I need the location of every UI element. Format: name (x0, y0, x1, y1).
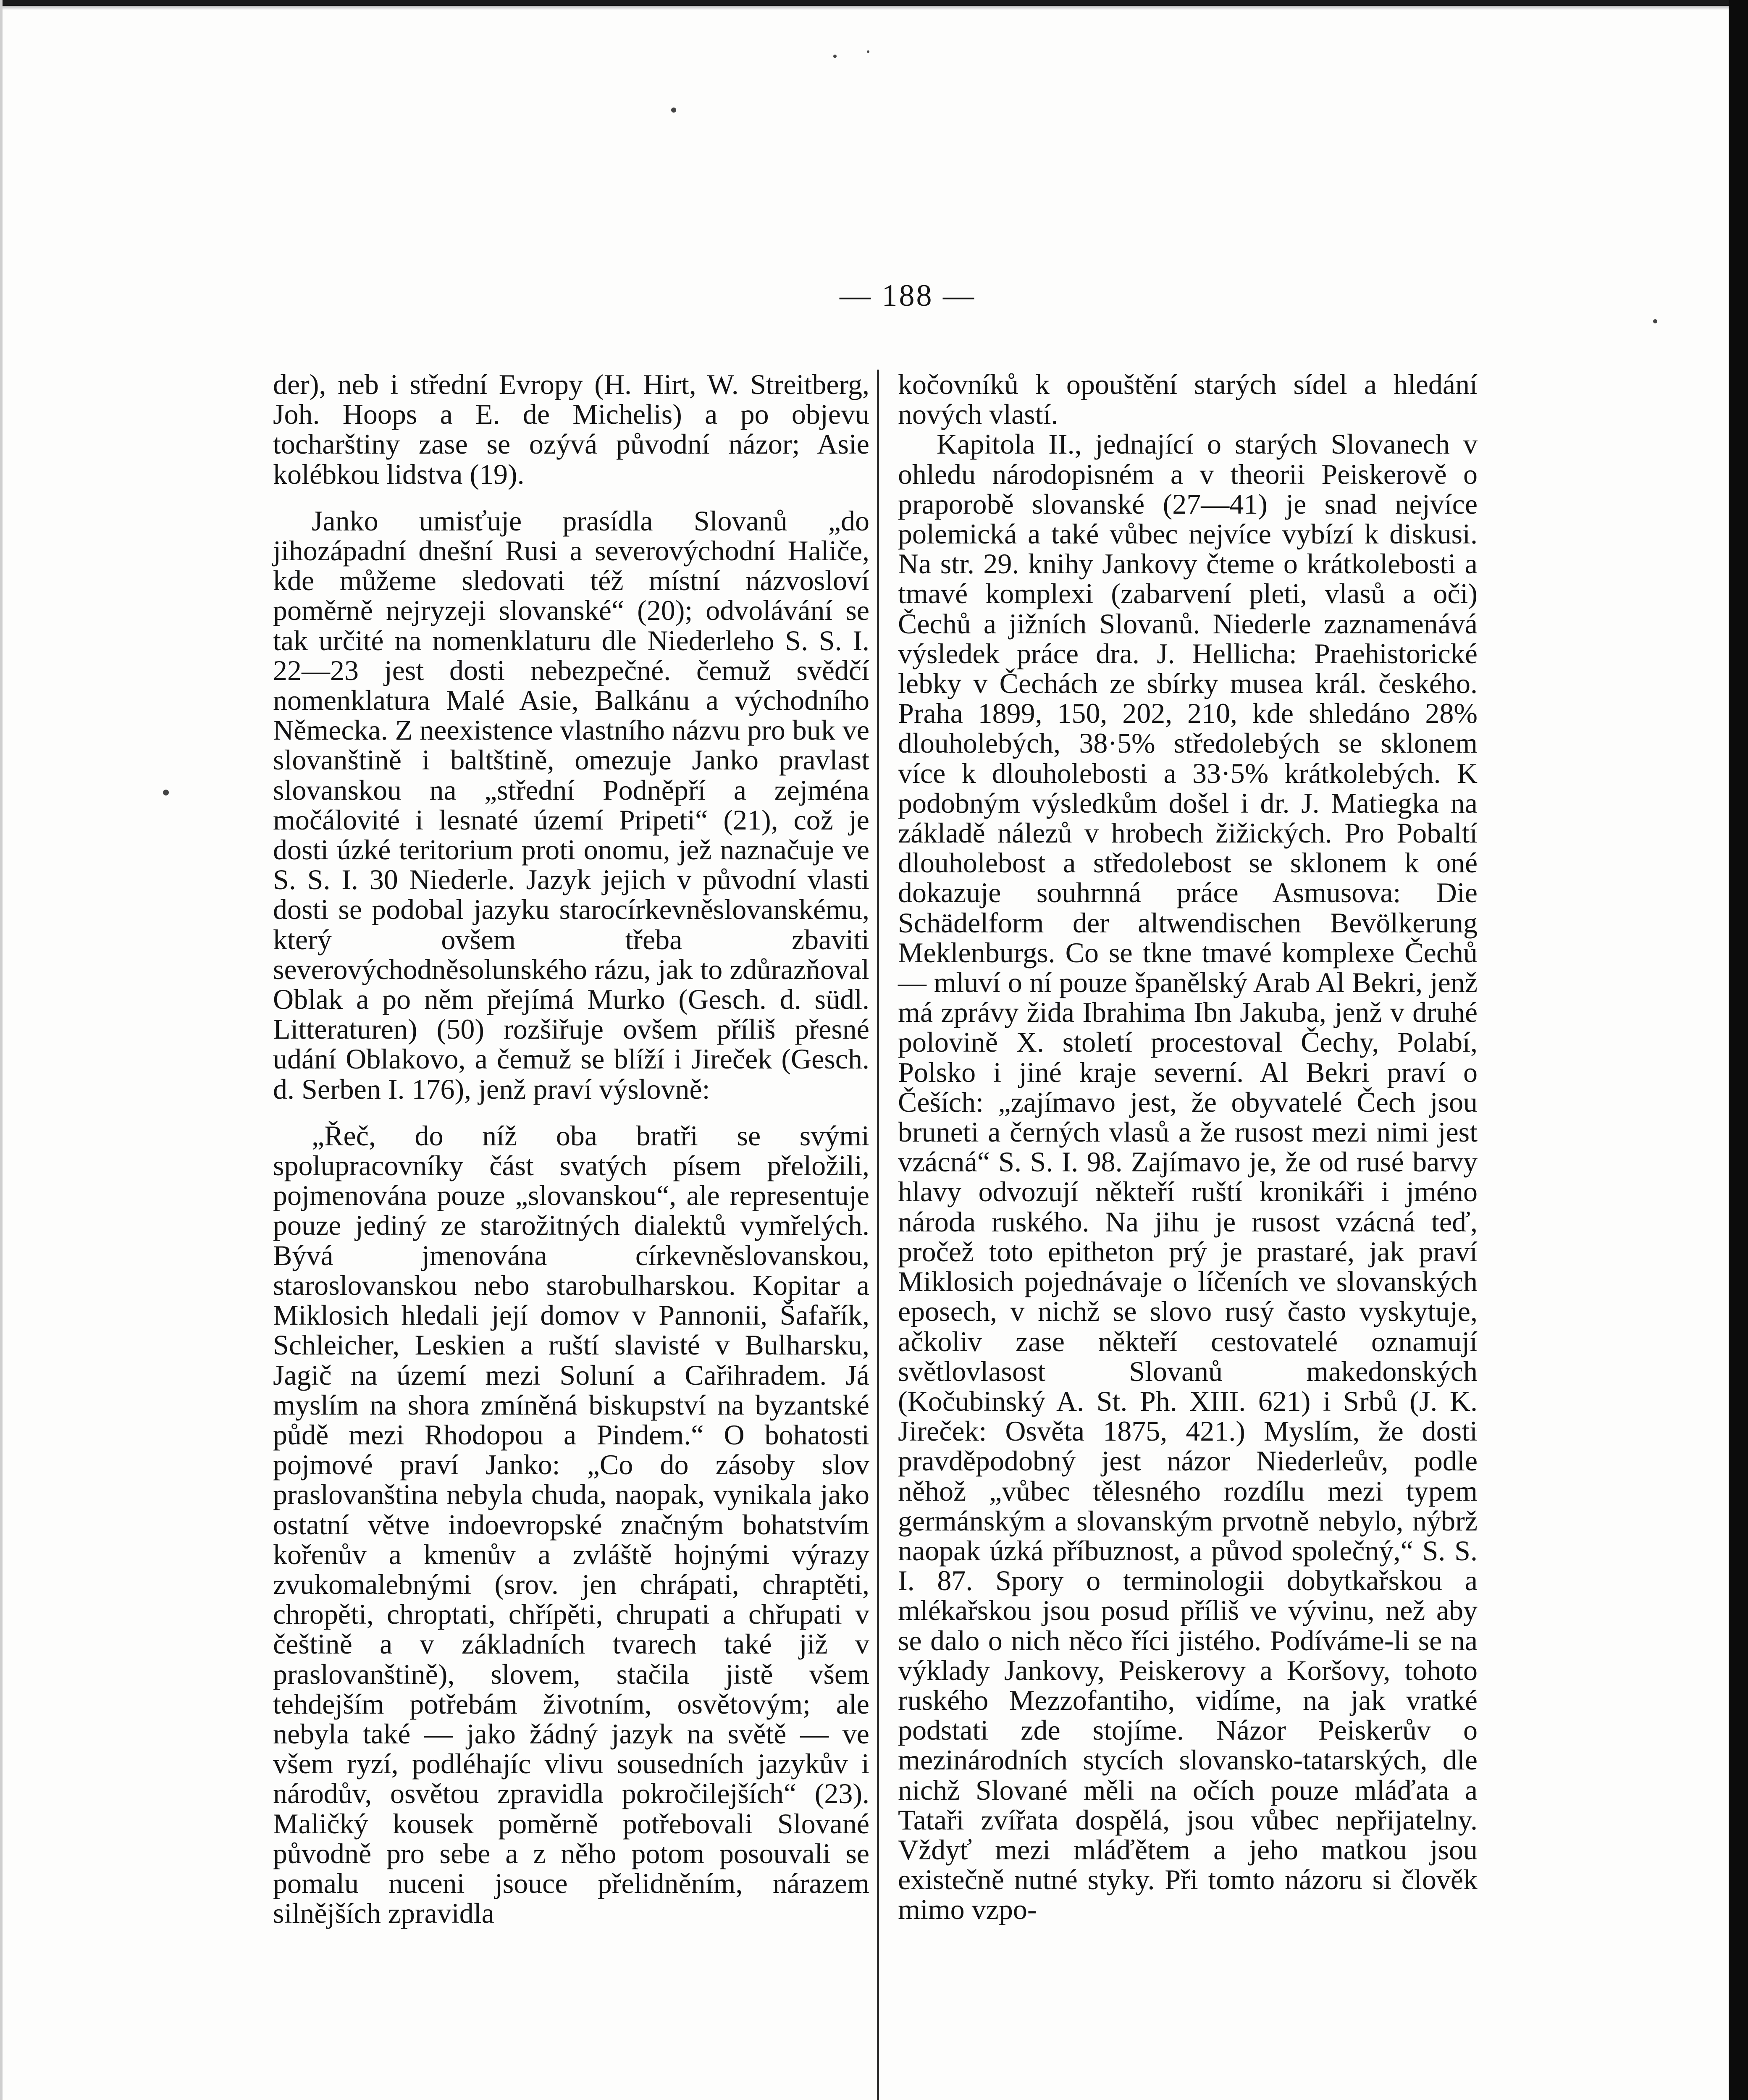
scan-speck (1653, 319, 1657, 323)
quotation-paragraph: „Řeč, do níž oba bratři se svými spolupracovníky část svatých písem přeložili, pojmenována pouze „slovanskou“, ale representuje pouze jediný ze starožitných dialektů vymřelých. Bývá jmenována církevněslovanskou, staroslovanskou nebo starobulharskou. Kopitar a Miklosich hledali její domov v Pannonii, Šafařík, Schleicher, Leskien a ruští slavisté v Bulharsku, Jagič na území mezi Soluní a Cařihradem. Já myslím na shora zmíněná biskupství na byzantské půdě mezi Rhodopou a Pindem.“ O bohatosti pojmové praví Janko: „Co do zásoby slov praslovanština nebyla chuda, naopak, vynikala jako ostatní větve indoevropské značným bohatstvím kořenův a kmenův a zvláště hojnými výrazy zvukomalebnými (srov. jen chrápati, chraptěti, chropěti, chroptati, chřípěti, chrupati a chřupati v češtině a v základních tvarech také již v praslovanštině), slovem, stačila jistě všem tehdejším potřebám životním, osvětovým; ale nebyla také — jako žádný jazyk na světě — ve všem ryzí, podléhajíc vlivu sousedních jazykův i národův, osvětou zpravidla pokročilejších“ (23). Maličký kousek poměrně potřebovali Slované původně pro sebe a z něho potom posouvali se pomalu nuceni jsouce přelidněním, nárazem silnějších zpravidla (273, 1119, 869, 1929)
scan-speck (163, 790, 169, 795)
right-column (898, 370, 1478, 1925)
scan-right-edge (1729, 0, 1748, 2100)
page-number: — 188 — (840, 278, 976, 313)
paragraph: der), neb i střední Evropy (H. Hirt, W. Streitberg, Joh. Hoops a E. de Michelis) a po objevu tocharštiny zase se ozývá původní názor; Asie kolébkou lidstva (19). (273, 368, 869, 490)
scan-top-shadow (0, 6, 1729, 10)
paragraph: kočovníků k opouštění starých sídel a hledání nových vlastí. (898, 368, 1478, 430)
scan-left-edge (0, 0, 3, 2100)
scan-speck (867, 50, 869, 53)
left-column (273, 370, 869, 1928)
scan-speck (833, 55, 837, 58)
column-divider (877, 370, 879, 2100)
scan-top-edge (0, 0, 1748, 6)
paragraph: Janko umisťuje prasídla Slovanů „do jihozápadní dnešní Rusi a severovýchodní Haliče, kde můžeme sledovati též místní názvosloví poměrně nejryzeji slovanské“ (20); odvolávání se tak určité na nomenklaturu dle Niederleho S. S. I. 22—23 jest dosti nebezpečné. čemuž svědčí nomenklatura Malé Asie, Balkánu a východního Německa. Z neexistence vlastního názvu pro buk ve slovanštině i baltštině, omezuje Janko pravlast slovanskou na „střední Podněpří a zejména močálovité i lesnaté území Pripeti“ (21), což je dosti úzké teritorium proti onomu, jež naznačuje ve S. S. I. 30 Niederle. Jazyk jejich v původní vlasti dosti se podobal jazyku starocírkevněslovanskému, který ovšem třeba zbaviti severovýchodněsolunského rázu, jak to zdůrazňoval Oblak a po něm přejímá Murko (Gesch. d. südl. Litteraturen) (50) rozšiřuje ovšem příliš přesné udání Oblakovo, a čemuž se blíží i Jireček (Gesch. d. Serben I. 176), jenž praví výslovně: (273, 504, 869, 1105)
paragraph: Kapitola II., jednající o starých Slovanech v ohledu národopisném a v theorii Peiskerově o praporobě slovanské (27—41) je snad nejvíce polemická a také vůbec nejvíce vybízí k diskusi. Na str. 29. knihy Jankovy čteme o krátkolebosti a tmavé komplexi (zabarvení pleti, vlasů a oči) Čechů a jižních Slovanů. Niederle zaznamenává výsledek práce dra. J. Hellicha: Praehistorické lebky v Čechách ze sbírky musea král. českého. Praha 1899, 150, 202, 210, kde shledáno 28% dlouholebých, 38·5% středolebých se sklonem více k dlouholebosti a 33·5% krátkolebých. K podobným výsledkům došel i dr. J. Matiegka na základě nálezů v hrobech žižických. Pro Pobaltí dlouholebost a středolebost se sklonem k oné dokazuje souhrnná práce Asmusova: Die Schädelform der altwendischen Bevölkerung Meklenburgs. Co se tkne tmavé komplexe Čechů — mluví o ní pouze španělský Arab Al Bekri, jenž má zprávy žida Ibrahima Ibn Jakuba, jenž v druhé polovině X. století procestoval Čechy, Polabí, Polsko i jiné kraje severní. Al Bekri praví o Češích: „zajímavo jest, že obyvatelé Čech jsou bruneti a černých vlasů a že rusost mezi nimi jest vzácná“ S. S. I. 98. Zajímavo je, že od rusé barvy hlavy odvozují někteří ruští kronikáři i jméno národa ruského. Na jihu je rusost vzácná teď, pročež toto epitheton prý je prastaré, jak praví Miklosich pojednávaje o líčeních ve slovanských eposech, v nichž se slovo rusý často vyskytuje, ačkoliv zase někteří cestovatelé oznamují světlovlasost Slovanů makedonských (Kočubinský A. St. Ph. XIII. 621) i Srbů (J. K. Jireček: Osvěta 1875, 421.) Myslím, že dosti pravděpodobný jest názor Niederleův, podle něhož „vůbec tělesného rozdílu mezi typem germánským a slovanským prvotně nebylo, nýbrž naopak úzká příbuznost, a původ společný,“ S. S. I. 87. Spory o terminologii dobytkařskou a mlékařskou jsou posud příliš ve vývinu, než aby se dalo o nich něco říci jistého. Podíváme-li se na výklady Jankovy, Peiskerovy a Koršovy, tohoto ruského Mezzofantiho, vidíme, na jak vratké podstati zde stojíme. Názor Peiskerův o mezinárodních stycích slovansko-tatarských, dle nichž Slované měli na očích pouze mláďata a Tataři zvířata dospělá, jsou vůbec nepřijatelny. Vždyť mezi mláďětem a jeho matkou jsou existečně nutné styky. Při tomto názoru si člověk mimo vzpo- (898, 428, 1478, 1926)
scan-speck (671, 108, 676, 113)
